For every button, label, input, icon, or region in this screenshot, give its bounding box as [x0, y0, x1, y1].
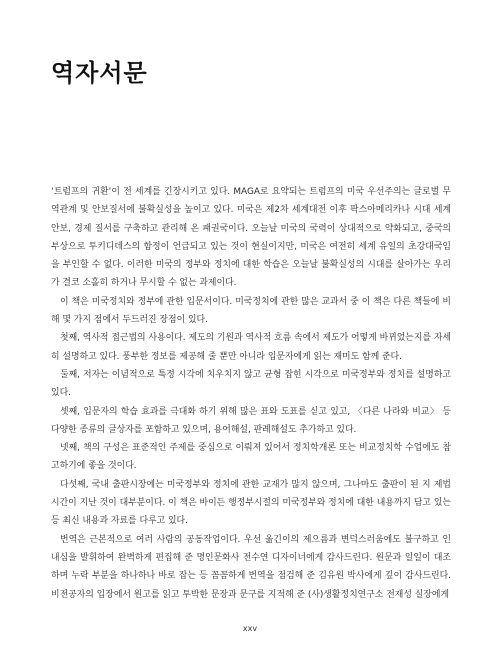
paragraph: 다섯째, 국내 출판시장에는 미국정부와 정치에 관한 교재가 많지 않으며, 그나마도 출판이 된 지 제법 시간이 지난 것이 대부분이다. 이 책은 바이든 행정부시절의 미국정부와 정치에 대한 내용까지 담고 있는 등 최신 내용과 자료를 다루고 있다. [51, 479, 451, 527]
page-title: 역자서문 [51, 59, 148, 87]
paragraph: 번역은 근본적으로 여러 사람의 공동작업이다. 우선 옮긴이의 제으름과 변덕스러움에도 불구하고 인내심을 발휘하여 완벽하게 편집해 준 명인문화사 전수연 디자이너에게 감사드린다. 원문과 일일이 대조하며 누락 부분을 하나하나 바로 잡는 등 꼼꼼하게 번역을 점검해 준 김유원 박사에게 깊이 감사드린다. 비전공자의 입장에서 원고를 읽고 투박한 문장과 문구를 지적해 준 (사)생활정치연구소 전재성 실장에게 [51, 534, 451, 600]
paragraph: 둘째, 저자는 이념적으로 특정 시각에 치우치지 않고 균형 잡힌 시각으로 미국정부와 정치를 설명하고 있다. [51, 369, 451, 399]
paragraph: 셋째, 입문자의 학습 효과를 극대화 하기 위해 많은 표와 도표를 싣고 있고, 〈다른 나라와 비교〉 등 다양한 종류의 글상자를 포함하고 있으며, 용어해설, 판례해설도 추가하고 있다. [51, 406, 451, 435]
paragraph: ‘트럼프의 귀환’이 전 세계를 긴장시키고 있다. MAGA로 요약되는 트럼프의 미국 우선주의는 글로벌 무역관계 및 안보질서에 불확실성을 높이고 있다. 미국은 제2차 세계대전 이후 팍스아메리카나 시대 세계 안보, 경제 질서를 구축하고 관리해 온 패권국이다. 오늘날 미국의 국력이 상대적으로 약화되고, 중국의 부상으로 투키디데스의 함정이 언급되고 있는 것이 현실이지만, 미국은 여전히 세계 유일의 초강대국임을 부인할 수 없다. 이러한 미국의 정부와 정치에 대한 학습은 오늘날 불확실성의 시대를 살아가는 우리가 결코 소홀히 하거나 무시할 수 없는 과제이다. [51, 187, 451, 289]
paragraph: 넷째, 책의 구성은 표준적인 주제를 중심으로 이뤄져 있어서 정치학개론 또는 비교정치학 수업에도 참고하기에 좋을 것이다. [51, 443, 451, 472]
paragraph: 첫째, 역사적 접근법의 사용이다. 제도의 기원과 역사적 흐름 속에서 제도가 어떻게 바뀌었는지를 자세히 설명하고 있다. 풍부한 정보를 제공해 줄 뿐만 아니라 입문자에게 읽는 재미도 함께 준다. [51, 333, 451, 362]
paragraph: 이 책은 미국정치와 정부에 관한 입문서이다. 미국정치에 관한 많은 교과서 중 이 책은 다른 책들에 비해 몇 가지 점에서 두드러진 장점이 있다. [51, 296, 451, 326]
preface-body [51, 183, 451, 604]
page-number: xxv [242, 624, 258, 633]
